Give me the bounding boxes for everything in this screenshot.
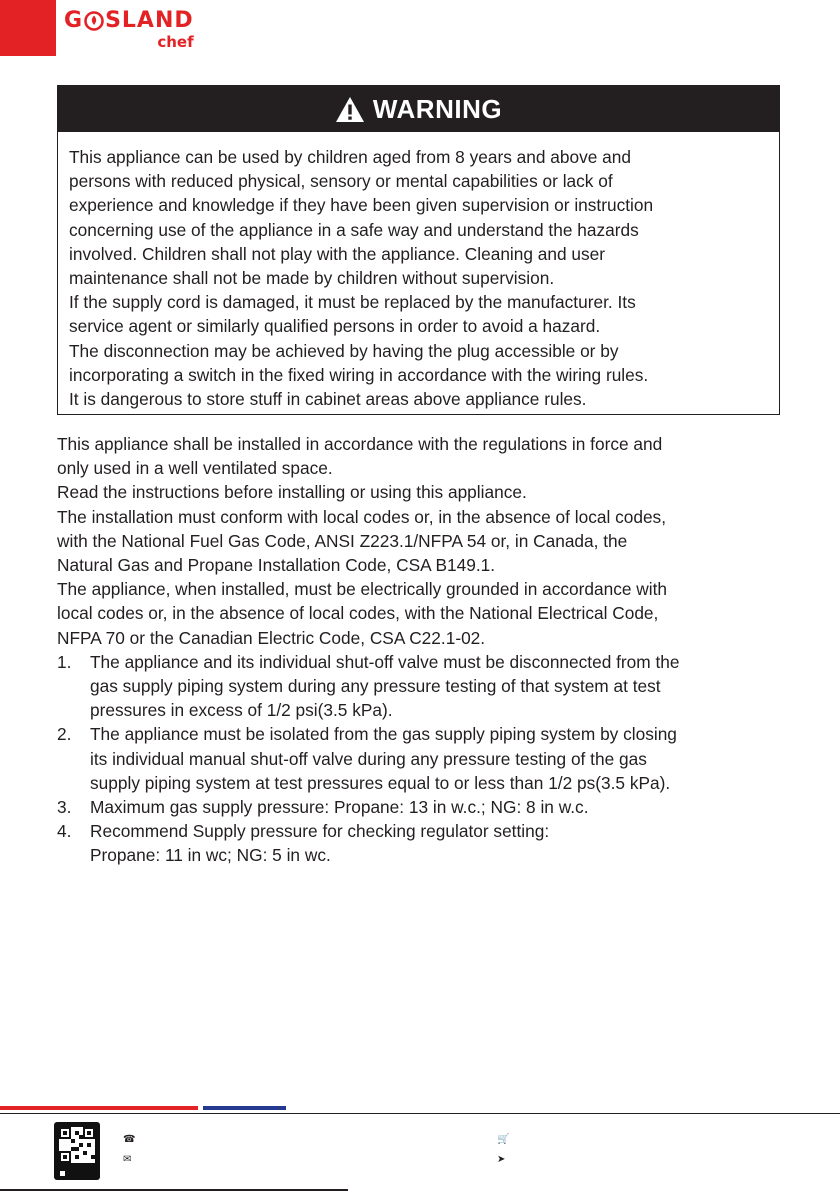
- item-text: [90, 650, 680, 723]
- body-line: NFPA 70 or the Canadian Electric Code, CSA C22.1-02.: [57, 627, 486, 648]
- item-line: Propane: 11 in wc; NG: 5 in wc.: [90, 845, 331, 866]
- item-text: [90, 722, 677, 795]
- brand-logo: [64, 9, 194, 50]
- footer-accent-blue: [203, 1106, 286, 1110]
- item-text: [90, 819, 549, 867]
- body-line: local codes or, in the absence of local codes, with the National Electrical Code,: [57, 603, 659, 624]
- numbered-item: [57, 795, 787, 819]
- qr-code-card[interactable]: [54, 1122, 100, 1180]
- body-line: Read the instructions before installing or using this appliance.: [57, 482, 527, 503]
- item-line: The appliance and its individual shut-off valve must be disconnected from the: [90, 651, 680, 672]
- logo-sub: chef: [157, 33, 194, 51]
- installation-instructions: [57, 432, 787, 868]
- warning-header: [58, 86, 779, 132]
- warning-line: experience and knowledge if they have been given supervision or instruction: [69, 195, 654, 216]
- qr-card-tab: [60, 1171, 65, 1176]
- body-line: This appliance shall be installed in accordance with the regulations in force and: [57, 434, 663, 454]
- body-line: The installation must conform with local codes or, in the absence of local codes,: [57, 506, 667, 527]
- numbered-item: [57, 722, 787, 795]
- numbered-item: [57, 819, 787, 867]
- warning-line: It is dangerous to store stuff in cabinet areas above appliance rules.: [69, 389, 587, 410]
- item-text: [90, 795, 589, 819]
- body-line: Natural Gas and Propane Installation Code, CSA B149.1.: [57, 555, 496, 576]
- qr-code-icon: [59, 1127, 95, 1163]
- item-line: supply piping system at test pressures equal to or less than 1/2 ps(3.5 kPa).: [90, 772, 671, 793]
- footer-divider: [0, 1113, 840, 1114]
- numbered-item: [57, 650, 787, 723]
- warning-line: maintenance shall not be made by children without supervision.: [69, 268, 555, 289]
- phone-icon: ☎: [123, 1134, 136, 1145]
- item-line: its individual manual shut-off valve during any pressure testing of the gas: [90, 748, 647, 769]
- item-line: Maximum gas supply pressure: Propane: 13 in w.c.; NG: 8 in w.c.: [90, 797, 589, 818]
- item-line: pressures in excess of 1/2 psi(3.5 kPa).: [90, 700, 393, 721]
- warning-line: incorporating a switch in the fixed wiring in accordance with the wiring rules.: [69, 364, 649, 385]
- item-number: 2.: [57, 724, 72, 745]
- body-line: only used in a well ventilated space.: [57, 458, 333, 479]
- flame-icon: [84, 11, 104, 31]
- logo-letters-end: SLAND: [105, 8, 194, 33]
- warning-line: If the supply cord is damaged, it must be replaced by the manufacturer. Its: [69, 292, 636, 313]
- item-line: Recommend Supply pressure for checking regulator setting:: [90, 821, 550, 842]
- body-line: The appliance, when installed, must be electrically grounded in accordance with: [57, 579, 667, 600]
- warning-triangle-icon: [335, 96, 365, 123]
- warning-title: WARNING: [372, 93, 503, 124]
- cart-icon: 🛒: [497, 1134, 510, 1145]
- location-arrow-icon: ➤: [497, 1154, 506, 1165]
- item-line: The appliance must be isolated from the gas supply piping system by closing: [90, 724, 677, 745]
- logo-letters-start: G: [64, 8, 84, 33]
- mail-icon: ✉: [123, 1154, 132, 1165]
- item-line: gas supply piping system during any pressure testing of that system at test: [90, 676, 661, 697]
- bottom-rule: [0, 1189, 348, 1191]
- logo-wordmark: [64, 9, 194, 33]
- warning-line: service agent or similarly qualified persons in order to avoid a hazard.: [69, 316, 601, 337]
- warning-line: The disconnection may be achieved by having the plug accessible or by: [69, 340, 619, 361]
- item-number: 4.: [57, 821, 72, 842]
- warning-line: involved. Children shall not play with the appliance. Cleaning and user: [69, 243, 606, 264]
- item-number: 1.: [57, 651, 72, 672]
- footer-accent-red: [0, 1106, 198, 1110]
- item-number: 3.: [57, 797, 72, 818]
- warning-line: This appliance can be used by children aged from 8 years and above and: [69, 147, 632, 167]
- body-line: with the National Fuel Gas Code, ANSI Z223.1/NFPA 54 or, in Canada, the: [57, 530, 628, 551]
- warning-line: concerning use of the appliance in a safe way and understand the hazards: [69, 219, 639, 240]
- warning-text: [58, 132, 779, 411]
- corner-accent: [0, 0, 56, 56]
- warning-line: persons with reduced physical, sensory or mental capabilities or lack of: [69, 171, 613, 192]
- warning-box: [57, 85, 780, 415]
